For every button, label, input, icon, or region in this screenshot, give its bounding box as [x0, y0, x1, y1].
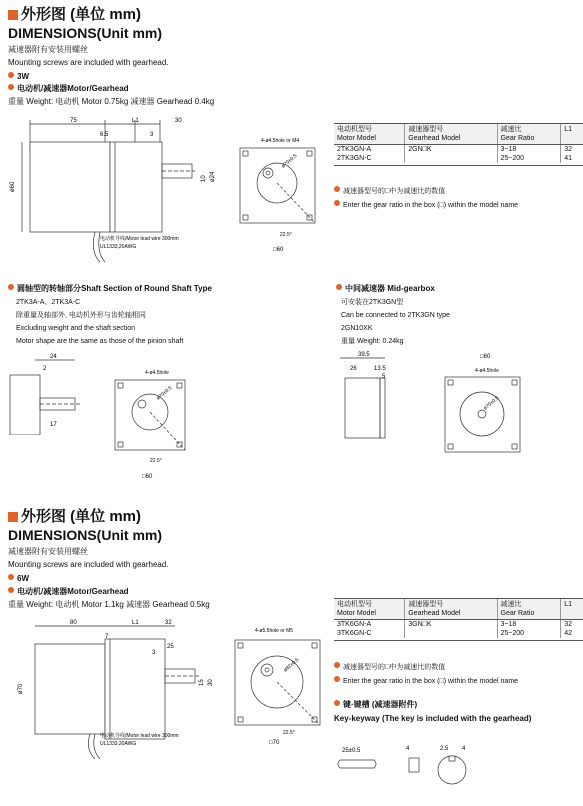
key-keyway-drawing — [334, 730, 474, 800]
section1-title: 外形图 (单位 mm) — [8, 6, 141, 23]
dim-5: 5 — [382, 374, 386, 380]
section1-weight: 重量 Weight: 电动机 Motor 0.75kg 减速器 Gearhead 0.4kg — [8, 97, 215, 106]
holes-label: 4-ø4.5hole — [145, 370, 169, 376]
section2-power: 6W — [8, 574, 29, 584]
motor-6w-front-drawing — [225, 620, 335, 752]
table-header-ratio: 减速比 Gear Ratio — [497, 124, 561, 145]
holes-label: 4-ø4.5hole or M4 — [261, 138, 300, 144]
table-header-ratio: 减速比 Gear Ratio — [497, 599, 561, 620]
dot-bullet-icon — [334, 700, 340, 706]
table-row: 2TK3GN-C 25~200 41 — [334, 154, 583, 163]
dim-39-5: 39.5 — [358, 352, 370, 358]
motor-3w-side-drawing — [0, 112, 225, 272]
spec-table-6w — [334, 598, 583, 641]
pcd-label: ø82±0.5 — [282, 657, 301, 674]
dim-17: 17 — [50, 422, 57, 428]
dim-30: 30 — [175, 118, 182, 124]
lead-wire-label: 电动机导线/Motor lead wire 300mm — [100, 236, 179, 242]
table-header-motor: 电动机型号 Motor Model — [334, 124, 405, 145]
dim-3: 3 — [150, 132, 154, 138]
square-label: □60 — [480, 354, 491, 360]
dim-26: 26 — [350, 366, 357, 372]
dot-bullet-icon — [334, 662, 340, 668]
midgear-front-drawing — [430, 352, 540, 470]
dot-bullet-icon — [8, 574, 14, 580]
dim-75: 75 — [70, 118, 77, 124]
midgear-line2: Can be connected to 2TK3GN type — [341, 312, 450, 319]
round-shaft-line3: Motor shape are the same as those of the pinion shaft — [16, 338, 184, 345]
section2-motor-heading: 电动机/减速器Motor/Gearhead — [8, 587, 129, 597]
key-dim-length: 25±0.5 — [342, 748, 361, 754]
table-row: 3TK6GN-A 3GN□K 3~18 32 — [334, 620, 583, 630]
dim-2: 2 — [43, 366, 47, 372]
square-label: □60 — [142, 474, 153, 480]
square-bullet-icon — [8, 10, 18, 20]
midgear-heading: 中间减速器 Mid-gearbox — [336, 284, 435, 294]
dim-70: ø70 — [18, 683, 24, 694]
dot-bullet-icon — [8, 72, 14, 78]
table-header-l1: L1 — [561, 124, 583, 145]
dim-25: 25 — [167, 644, 174, 650]
square-label: □70 — [269, 740, 280, 746]
dim-l1: L1 — [132, 620, 139, 626]
table2-note-en: Enter the gear ratio in the box (□) within the model name — [334, 676, 518, 686]
holes-label: 4-ø5.5hole or M5 — [255, 628, 294, 634]
section1-title-en: DIMENSIONS(Unit mm) — [8, 25, 162, 41]
angle-label: 22.5° — [283, 730, 295, 736]
motor-3w-front-drawing — [225, 128, 330, 258]
section2-weight: 重量 Weight: 电动机 Motor 1.1kg 减速器 Gearhead 0.5kg — [8, 600, 210, 609]
section1-power: 3W — [8, 72, 29, 82]
table-header-l1: L1 — [561, 599, 583, 620]
key-heading-cn: 键·键槽 (减速器附件) — [334, 700, 417, 710]
dim-30: 30 — [208, 679, 214, 686]
square-bullet-icon — [8, 512, 18, 522]
section1-note-cn: 减速器附有安装用螺丝 — [8, 45, 88, 54]
angle-label: 22.5° — [150, 458, 162, 464]
key-dim-depth: 2.5 — [440, 746, 449, 752]
midgear-side-drawing — [330, 348, 420, 443]
dim-l1: L1 — [132, 118, 139, 124]
dim-60: ø60 — [10, 181, 16, 192]
section2-title: 外形图 (单位 mm) — [8, 508, 141, 525]
dim-6-5: 6.5 — [100, 132, 109, 138]
round-shaft-side-drawing — [5, 350, 100, 435]
midgear-model: 2GN10XK — [341, 325, 373, 332]
dim-10: 10 — [201, 175, 207, 182]
table1-note-en: Enter the gear ratio in the box (□) within the model name — [334, 200, 518, 210]
holes-label: 4-ø4.5hole — [475, 368, 499, 374]
spec-table-3w — [334, 123, 583, 166]
lead-wire-spec: UL1333,20AWG — [100, 244, 137, 250]
pcd-label: ø70±0.5 — [155, 385, 174, 402]
dim-15: 15 — [199, 679, 205, 686]
section1-motor-heading: 电动机/减速器Motor/Gearhead — [8, 84, 129, 94]
pcd-label: ø70±0.5 — [280, 153, 299, 170]
dot-bullet-icon — [336, 284, 342, 290]
table2-note-cn: 减速器型号的□中为减速比的数值 — [334, 662, 445, 672]
table-header-gearhead: 减速器型号 Gearhead Model — [405, 599, 497, 620]
dim-3: 3 — [152, 650, 156, 656]
pcd-label: ø70±0.5 — [482, 395, 501, 412]
round-shaft-front-drawing — [100, 362, 205, 482]
square-label: □60 — [273, 247, 284, 253]
midgear-line1: 可安装在2TK3GN型 — [341, 299, 404, 306]
table-row: 2TK3GN-A 2GN□K 3~18 32 — [334, 145, 583, 155]
key-dim-height: 4 — [462, 746, 466, 752]
table-header-motor: 电动机型号 Motor Model — [334, 599, 405, 620]
motor-6w-side-drawing — [0, 614, 225, 764]
dot-bullet-icon — [8, 587, 14, 593]
round-shaft-line1: 除重量及轴部外, 电动机外形与齿轮轴相同 — [16, 312, 146, 319]
key-dim-width: 4 — [406, 746, 410, 752]
dot-bullet-icon — [334, 676, 340, 682]
dim-32: 32 — [165, 620, 172, 626]
dot-bullet-icon — [8, 84, 14, 90]
key-heading-en: Key-keyway (The key is included with the gearhead) — [334, 714, 532, 723]
round-shaft-line2: Excluding weight and the shaft section — [16, 325, 136, 332]
section2-note-cn: 减速器附有安装用螺丝 — [8, 547, 88, 556]
lead-wire-spec: UL1333,20AWG — [100, 741, 137, 747]
table-row: 3TK6GN-C 25~200 42 — [334, 629, 583, 638]
round-shaft-models: 2TK3A-A、2TK3A-C — [16, 299, 81, 306]
section2-note-en: Mounting screws are included with gearhead. — [8, 560, 169, 569]
dim-13-5: 13.5 — [374, 366, 386, 372]
lead-wire-label: 电动机导线/Motor lead wire 300mm — [100, 733, 179, 739]
dim-80: 80 — [70, 620, 77, 626]
section1-note-en: Mounting screws are included with gearhead. — [8, 58, 169, 67]
dim-7: 7 — [105, 634, 109, 640]
round-shaft-heading: 圆轴型的转轴部分Shaft Section of Round Shaft Type — [8, 284, 212, 294]
dot-bullet-icon — [334, 200, 340, 206]
table1-note-cn: 减速器型号的□中为减速比的数值 — [334, 186, 445, 196]
dim-24: ø24 — [210, 171, 216, 182]
dot-bullet-icon — [334, 186, 340, 192]
table-header-gearhead: 减速器型号 Gearhead Model — [405, 124, 497, 145]
dim-24: 24 — [50, 354, 57, 360]
angle-label: 22.5° — [280, 232, 292, 238]
dot-bullet-icon — [8, 284, 14, 290]
midgear-weight: 重量 Weight: 0.24kg — [341, 338, 404, 345]
section2-title-en: DIMENSIONS(Unit mm) — [8, 527, 162, 543]
